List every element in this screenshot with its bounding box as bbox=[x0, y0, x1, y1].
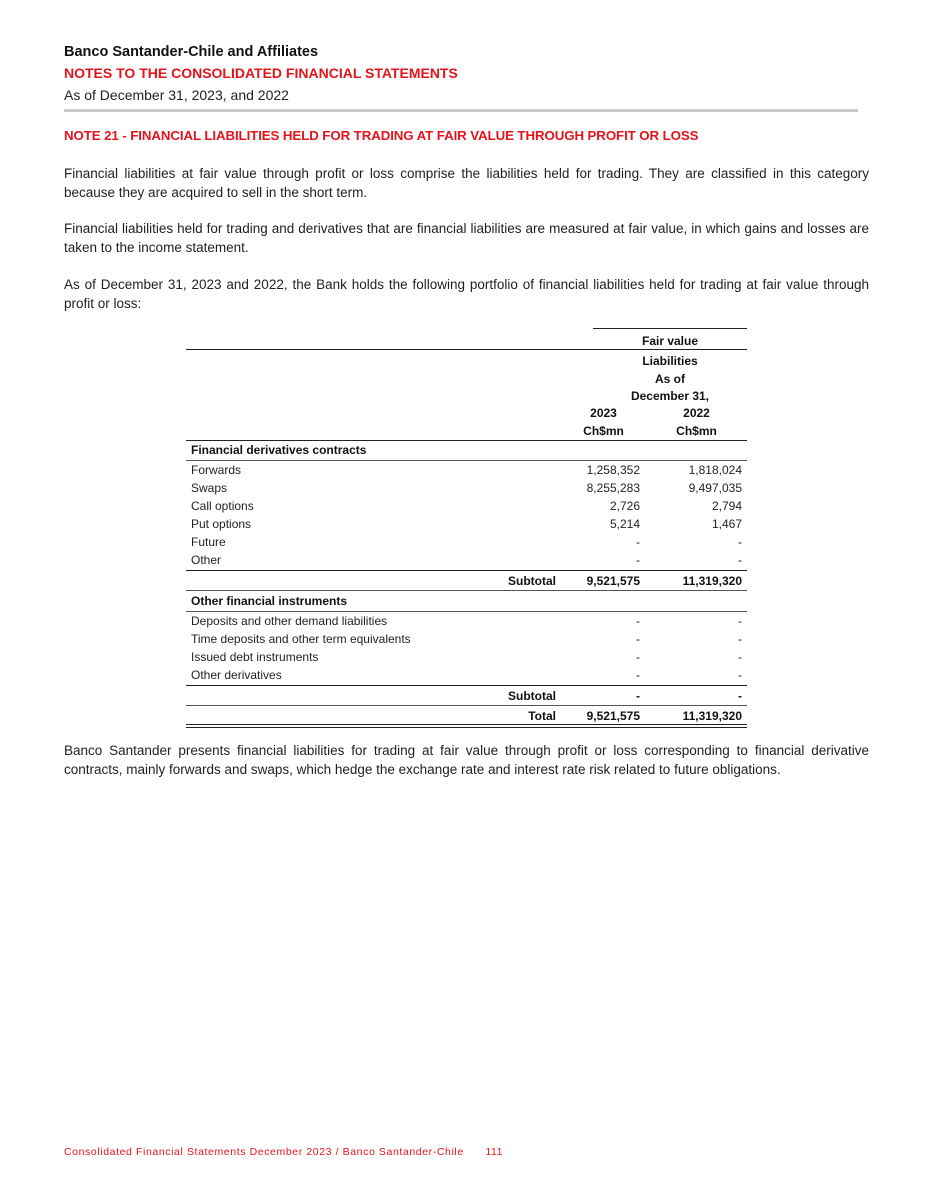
row-value-2022: - bbox=[738, 668, 742, 682]
row-value-2022: - bbox=[738, 632, 742, 646]
header-divider bbox=[64, 109, 858, 112]
row-label: Future bbox=[191, 535, 226, 549]
note-heading: NOTE 21 - FINANCIAL LIABILITIES HELD FOR TRADING AT FAIR VALUE THROUGH PROFIT OR LOSS bbox=[64, 128, 699, 143]
page-footer bbox=[64, 1146, 503, 1158]
row-label: Other bbox=[191, 553, 222, 567]
row-value-2022: 9,497,035 bbox=[688, 481, 742, 495]
subtotal-2-label: Subtotal bbox=[508, 689, 556, 703]
section-other-instruments-title: Other financial instruments bbox=[191, 594, 348, 608]
row-label: Forwards bbox=[191, 463, 242, 477]
footer-text: Consolidated Financial Statements December 2023 / Banco Santander-Chile bbox=[64, 1146, 464, 1158]
row-label: Issued debt instruments bbox=[191, 650, 319, 664]
row-value-2023: - bbox=[636, 632, 640, 646]
total-rule-2 bbox=[186, 727, 747, 728]
row-value-2023: 1,258,352 bbox=[586, 463, 640, 477]
total-2022: 11,319,320 bbox=[682, 709, 742, 723]
section-title: NOTES TO THE CONSOLIDATED FINANCIAL STATEMENTS bbox=[64, 65, 458, 81]
row-label: Call options bbox=[191, 499, 254, 513]
row-value-2022: 1,818,024 bbox=[688, 463, 742, 477]
subtotal-1-bottom-rule bbox=[186, 590, 747, 591]
row-value-2022: 2,794 bbox=[711, 499, 742, 513]
paragraph-3: As of December 31, 2023 and 2022, the Bank holds the following portfolio of financial liabilities held for trading at fair value through profit or loss: bbox=[64, 277, 869, 311]
company-name: Banco Santander-Chile and Affiliates bbox=[64, 44, 319, 60]
subtotal-2-rule bbox=[186, 685, 747, 686]
page-header bbox=[64, 42, 858, 112]
row-value-2023: - bbox=[636, 614, 640, 628]
subtotal-2-bottom-rule bbox=[186, 705, 747, 706]
row-value-2023: 5,214 bbox=[609, 517, 640, 531]
col-group-liabilities: Liabilities bbox=[642, 354, 698, 368]
col-group-as-of: As of bbox=[655, 372, 685, 386]
total-rule-1 bbox=[186, 724, 747, 725]
paragraph-1: Financial liabilities at fair value through profit or loss comprise the liabilities held for trading. They are classified in this category because they are acquired to sell in the short term. bbox=[64, 166, 869, 200]
header-rule-2 bbox=[186, 349, 747, 350]
row-value-2022: - bbox=[738, 535, 742, 549]
period-label: As of December 31, 2023, and 2022 bbox=[64, 87, 289, 103]
row-value-2023: - bbox=[636, 668, 640, 682]
col-unit-2023: Ch$mn bbox=[583, 424, 624, 438]
row-value-2022: 1,467 bbox=[711, 517, 742, 531]
row-label: Other derivatives bbox=[191, 668, 282, 682]
row-label: Time deposits and other term equivalents bbox=[191, 632, 411, 646]
col-group-date: December 31, bbox=[630, 389, 710, 403]
row-value-2023: - bbox=[636, 650, 640, 664]
row-label: Deposits and other demand liabilities bbox=[191, 614, 388, 628]
subtotal-1-2022: 11,319,320 bbox=[682, 574, 742, 588]
subtotal-1-2023: 9,521,575 bbox=[586, 574, 640, 588]
row-value-2022: - bbox=[738, 650, 742, 664]
col-year-2022: 2022 bbox=[683, 406, 710, 420]
row-value-2022: - bbox=[738, 553, 742, 567]
total-2023: 9,521,575 bbox=[586, 709, 640, 723]
row-label: Put options bbox=[191, 517, 252, 531]
row-value-2023: - bbox=[636, 535, 640, 549]
col-year-2023: 2023 bbox=[590, 406, 617, 420]
row-label: Swaps bbox=[191, 481, 228, 495]
section-1-rule bbox=[186, 460, 747, 461]
page-number: 111 bbox=[485, 1146, 504, 1158]
row-value-2023: 8,255,283 bbox=[586, 481, 640, 495]
col-unit-2022: Ch$mn bbox=[676, 424, 717, 438]
row-value-2023: 2,726 bbox=[609, 499, 640, 513]
section-2-rule bbox=[186, 611, 747, 612]
subtotal-2-2022: - bbox=[738, 689, 742, 703]
section-derivatives-title: Financial derivatives contracts bbox=[191, 443, 367, 457]
subtotal-1-label: Subtotal bbox=[508, 574, 556, 588]
row-value-2022: - bbox=[738, 614, 742, 628]
subtotal-1-rule bbox=[186, 570, 747, 571]
paragraph-2: Financial liabilities held for trading and derivatives that are financial liabilities are measured at fair value, in which gains and losses are taken to the income statement. bbox=[64, 221, 869, 255]
col-group-fair-value: Fair value bbox=[641, 334, 699, 348]
row-value-2023: - bbox=[636, 553, 640, 567]
total-label: Total bbox=[528, 709, 556, 723]
header-top-rule bbox=[593, 328, 747, 329]
subtotal-2-2023: - bbox=[636, 689, 640, 703]
paragraph-4: Banco Santander presents financial liabilities for trading at fair value through profit or loss corresponding to financial derivative contracts, mainly forwards and swaps, which hedge the exchange rate and interest rate risk related to future obligations. bbox=[64, 743, 869, 777]
header-bottom-rule bbox=[186, 440, 747, 441]
